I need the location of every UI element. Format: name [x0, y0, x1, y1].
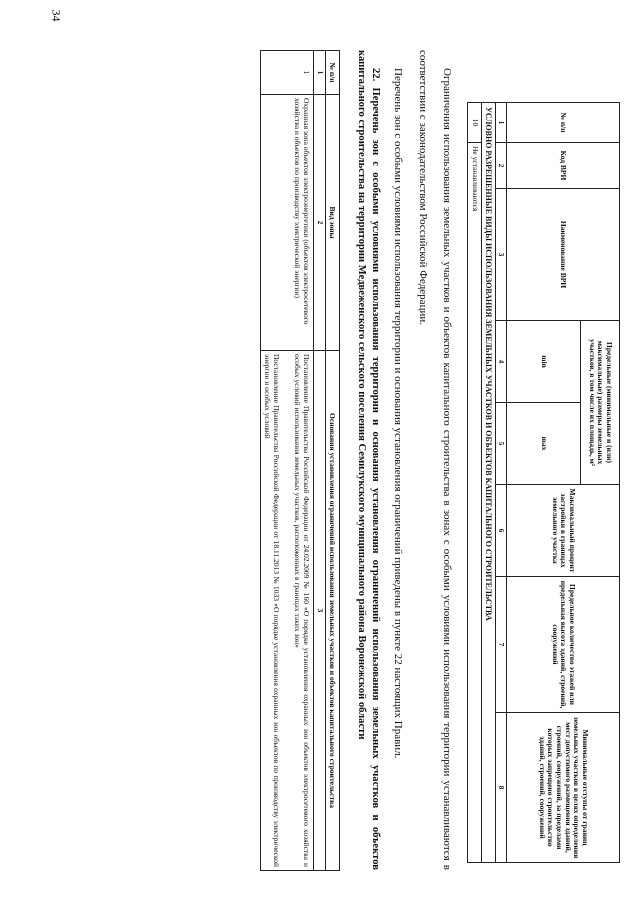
table2-header-row — [325, 51, 339, 871]
col-number: 2 — [495, 143, 506, 189]
section-heading-22: 22. Перечень зон с особыми условиями использования территории и основания установления ограничений использования земельных участков и объектов капитального строительства на территории Медвеженского сельского поселения Семилукского муниципального района Воронежской области — [355, 50, 381, 870]
table2-column-numbers — [314, 51, 325, 871]
section-title: УСЛОВНО РАЗРЕШЕННЫЕ ВИДЫ ИСПОЛЬЗОВАНИЯ ЗЕМЕЛЬНЫХ УЧАСТКОВ И ОБЪЕКТОВ КАПИТАЛЬНОГО СТРОИТЕЛЬСТВА — [481, 103, 495, 863]
row-basis — [261, 351, 314, 871]
rotated-page-content — [20, 50, 620, 870]
header-area-max: max — [507, 403, 581, 485]
table1-header-row — [581, 103, 620, 863]
header-code: Код ВРИ — [507, 143, 620, 189]
table-row — [468, 103, 482, 863]
col-number: 8 — [495, 713, 506, 863]
header-num: № п/п — [325, 51, 339, 95]
basis-text-1: Постановление Правительства Российской Федерации от 24.02.2009 № 160 «О порядке установления охранных зон объектов электросетевого хозяйства и особых условий использования земельных участков, расположенных в границах таких зон» — [293, 354, 312, 867]
paragraph-restrictions: Ограничения использования земельных участков и объектов капитального строительства в зонах с особыми условиями использования территории устанавливаются в соответствии с законодательством Российской Федерации. — [416, 50, 454, 870]
col-number: 3 — [314, 351, 325, 871]
table1-column-numbers — [495, 103, 506, 863]
col-number: 3 — [495, 189, 506, 321]
header-floors: Предельное количество этажей или предельная высота зданий, строений, сооружений — [507, 577, 620, 713]
row-text: Не устанавливаются — [468, 143, 482, 863]
basis-text-2: Постановление Правительства Российской Федерации от 18.11.2013 № 1033 «О порядке установления охранных зон объектов по производству электрической энергии и особых условий — [263, 354, 282, 867]
header-basis: Основания установления ограничений использования земельных участков и объектов капитального строительства — [325, 351, 339, 871]
col-number: 1 — [495, 103, 506, 143]
col-number: 7 — [495, 577, 506, 713]
header-area: Предельные (минимальные и (или) максимальные) размеры земельных участков, в том числе их площадь, м² — [581, 321, 620, 485]
col-number: 4 — [495, 321, 506, 403]
row-number: 1 — [261, 51, 314, 95]
header-name: Наименование ВРИ — [507, 189, 620, 321]
col-number: 1 — [314, 51, 325, 95]
header-build-percent: Максимальный процент застройки в границах земельного участка — [507, 485, 620, 577]
header-area-min: min — [507, 321, 581, 403]
page-number: 34 — [49, 9, 64, 22]
col-number: 2 — [314, 95, 325, 351]
zones-table — [260, 50, 339, 871]
table1-section-row — [481, 103, 495, 863]
row-zone: Охранная зона объектов электроэнергетики (объектов электросетевого хозяйства и объектов по производству электрической энергии) — [261, 95, 314, 351]
row-number: 10 — [468, 103, 482, 143]
header-zone: Вид зоны — [325, 95, 339, 351]
permitted-use-table — [467, 102, 620, 863]
col-number: 5 — [495, 403, 506, 485]
col-number: 6 — [495, 485, 506, 577]
table-row — [261, 51, 314, 871]
header-setbacks: Минимальные отступы от границ земельных участков в целях определения мест допустимого размещения зданий, строений, сооружений, за пределами которых запрещено строительство зданий, строений, сооружений — [507, 713, 620, 863]
paragraph-zones-list: Перечень зон с особыми условиями использования территории и основания установления ограничений приведены в пункте 22 настоящих Правил. — [392, 68, 405, 759]
header-num: № п/п — [507, 103, 620, 143]
